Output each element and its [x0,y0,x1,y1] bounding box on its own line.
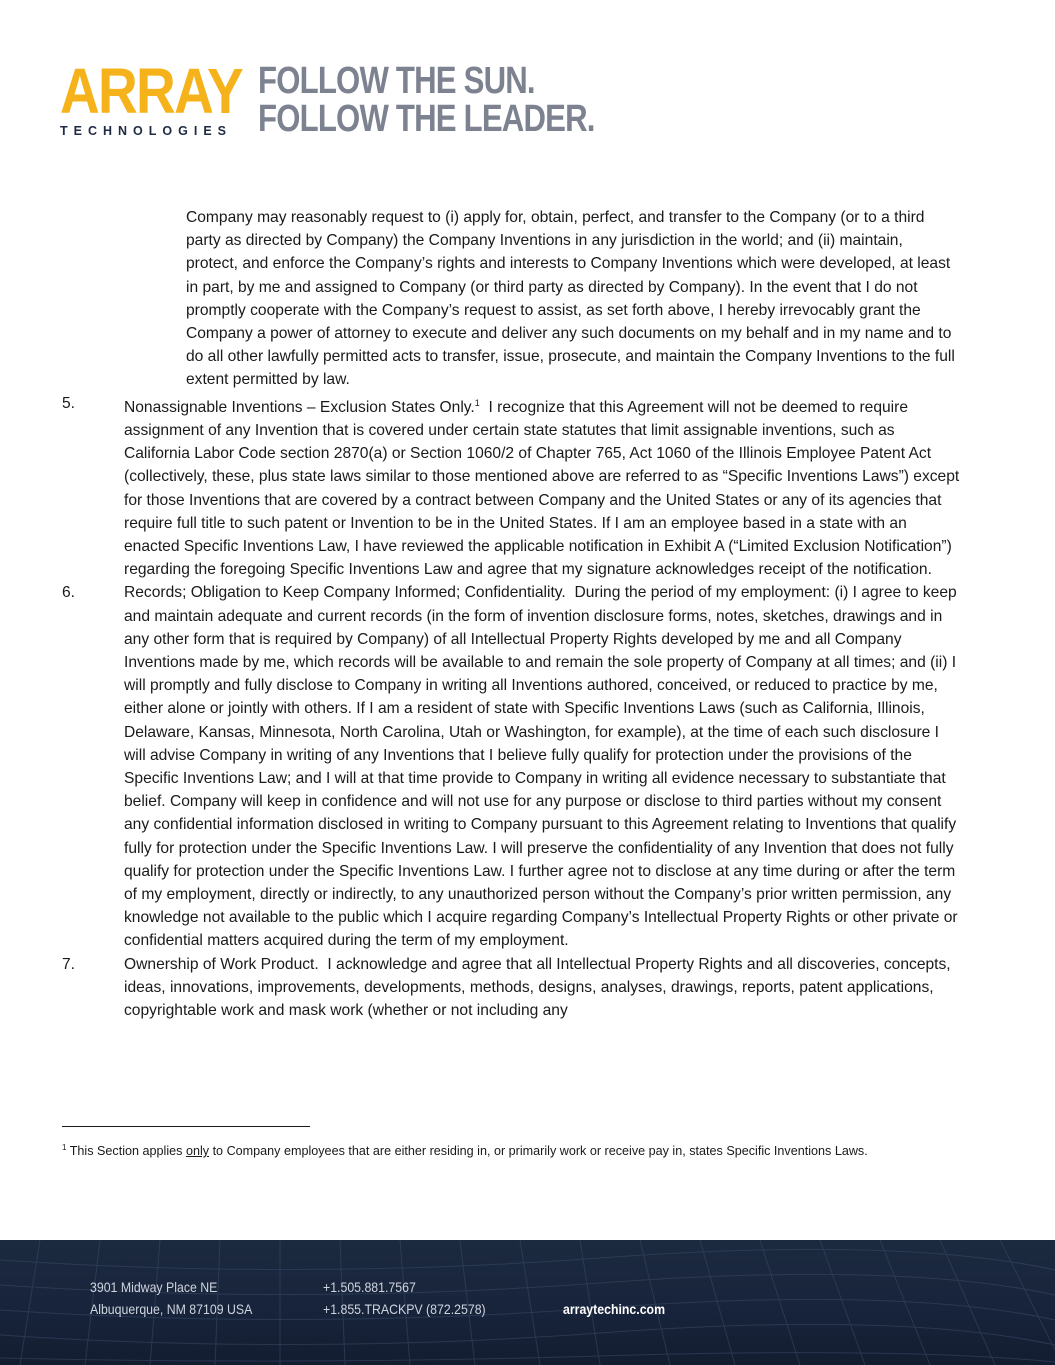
section-body: I recognize that this Agreement will not be deemed to require assignment of any Invention that is covered under certain state statutes that limit assignable inventions, such as California Labor Code section 2870(a) or Section 1060/2 of Chapter 765, Act 1060 of the Illinois Employee Patent Act (collectively, these, plus state laws similar to those mentioned above are referred to as “Specific Inventions Laws”) except for those Inventions that are covered by a contract between Company and the United States or any of its agencies that require full title to such patent or Invention to be in the United States. If I am an employee based in a state with an enacted Specific Inventions Law, I have reviewed the applicable notification in Exhibit A (“Limited Exclusion Notification”) regarding the foregoing Specific Inventions Law and agree that my signature acknowledges receipt of the notification. [124,398,960,579]
phone-line-1[interactable]: +1.505.881.7567 [323,1279,416,1295]
continuation-paragraph: Company may reasonably request to (i) apply for, obtain, perfect, and transfer to the Company (or to a third party as directed by Company) the Company Inventions in any jurisdiction in the world; and (ii) maintain, protect, and enforce the Company’s rights and interests to Company Inventions which were developed, at least in part, by me and assigned to Company (or third party as directed by Company). In the event that I do not promptly cooperate with the Company’s request to assist, as set forth above, I hereby irrevocably grant the Company a power of attorney to execute and deliver any such documents on my behalf and in my name and to do all other lawfully permitted acts to transfer, issue, prosecute, and maintain the Company Inventions to the full extent permitted by law. [186,209,955,389]
section-heading: Nonassignable Inventions – Exclusion States Only. [124,398,475,416]
section-text [124,953,960,1023]
footer-address-block [90,1276,252,1320]
section-7 [0,953,1055,1023]
tagline-line-1: FOLLOW THE SUN. [258,60,535,102]
address-line-1: 3901 Midway Place NE [90,1279,218,1295]
footnote-ref[interactable]: 1 [474,397,480,408]
footer-website-link[interactable]: arraytechinc.com [563,1301,666,1317]
section-body: I acknowledge and agree that all Intellectual Property Rights and all discoveries, concepts, ideas, innovations, improvements, developments, methods, designs, analyses, drawings, reports, patent applications, copyrightable work and mask work (whether or not including any [124,955,951,1020]
section-heading: Records; Obligation to Keep Company Informed; Confidentiality. [124,584,566,602]
logo-subtitle: TECHNOLOGIES [60,124,233,138]
footnote-divider [62,1126,310,1127]
phone-line-2[interactable]: +1.855.TRACKPV (872.2578) [323,1301,486,1317]
section-text [124,392,960,582]
section-6 [0,581,1055,952]
section-heading: Ownership of Work Product. [124,955,319,973]
section-number: 7. [62,955,76,973]
section-number: 6. [62,584,76,602]
section-number: 5. [62,394,76,412]
document-body [0,206,1055,1022]
page-footer [0,1240,1055,1365]
footer-phone-block [323,1276,486,1320]
footnote-pre: This Section applies [69,1144,183,1159]
section-text [124,581,960,952]
tagline-line-2: FOLLOW THE LEADER. [258,98,595,140]
logo-wordmark: ARRAY [60,55,243,127]
address-line-2: Albuquerque, NM 87109 USA [90,1301,253,1317]
footnote-emphasis: only [185,1144,210,1159]
company-logo [60,55,243,138]
header-tagline [258,62,602,138]
section-5 [0,392,1055,582]
footnote [62,1138,942,1161]
footnote-marker: 1 [62,1143,67,1152]
footnote-post: to Company employees that are either residing in, or primarily work or receive pay in, states Specific Inventions Laws. [212,1144,868,1159]
section-body: During the period of my employment: (i) I agree to keep and maintain adequate and current records (in the form of invention disclosure forms, notes, sketches, drawings and in any other form that is required by Company) of all Intellectual Property Rights developed by me and all Company Inventions made by me, which records will be available to and remain the sole property of Company at all times; and (ii) I will promptly and fully disclose to Company in writing all Inventions authored, conceived, or reduced to practice by me, either alone or jointly with others. If I am a resident of state with Specific Inventions Laws (such as California, Illinois, Delaware, Kansas, Minnesota, North Carolina, Utah or Washington, for example), at the time of each such disclosure I will advise Company in writing of any Inventions that I believe fully qualify for protection under the provisions of the Specific Inventions Law; and I will at that time provide to Company in writing all evidence necessary to substantiate that belief. Company will keep in confidence and will not use for any purpose or disclose to third parties without my consent any confidential information disclosed in writing to Company pursuant to this Agreement relating to Inventions that qualify fully for protection under the Specific Inventions Law. I will preserve the confidentiality of any Invention that does not fully qualify for protection under the Specific Inventions Law. I further agree not to disclose at any time during or after the term of my employment, directly or indirectly, to any unauthorized person without the Company’s prior written permission, any knowledge not available to the public which I acquire regarding Company’s Intellectual Property Rights or other private or confidential matters acquired during the term of my employment. [124,584,958,950]
